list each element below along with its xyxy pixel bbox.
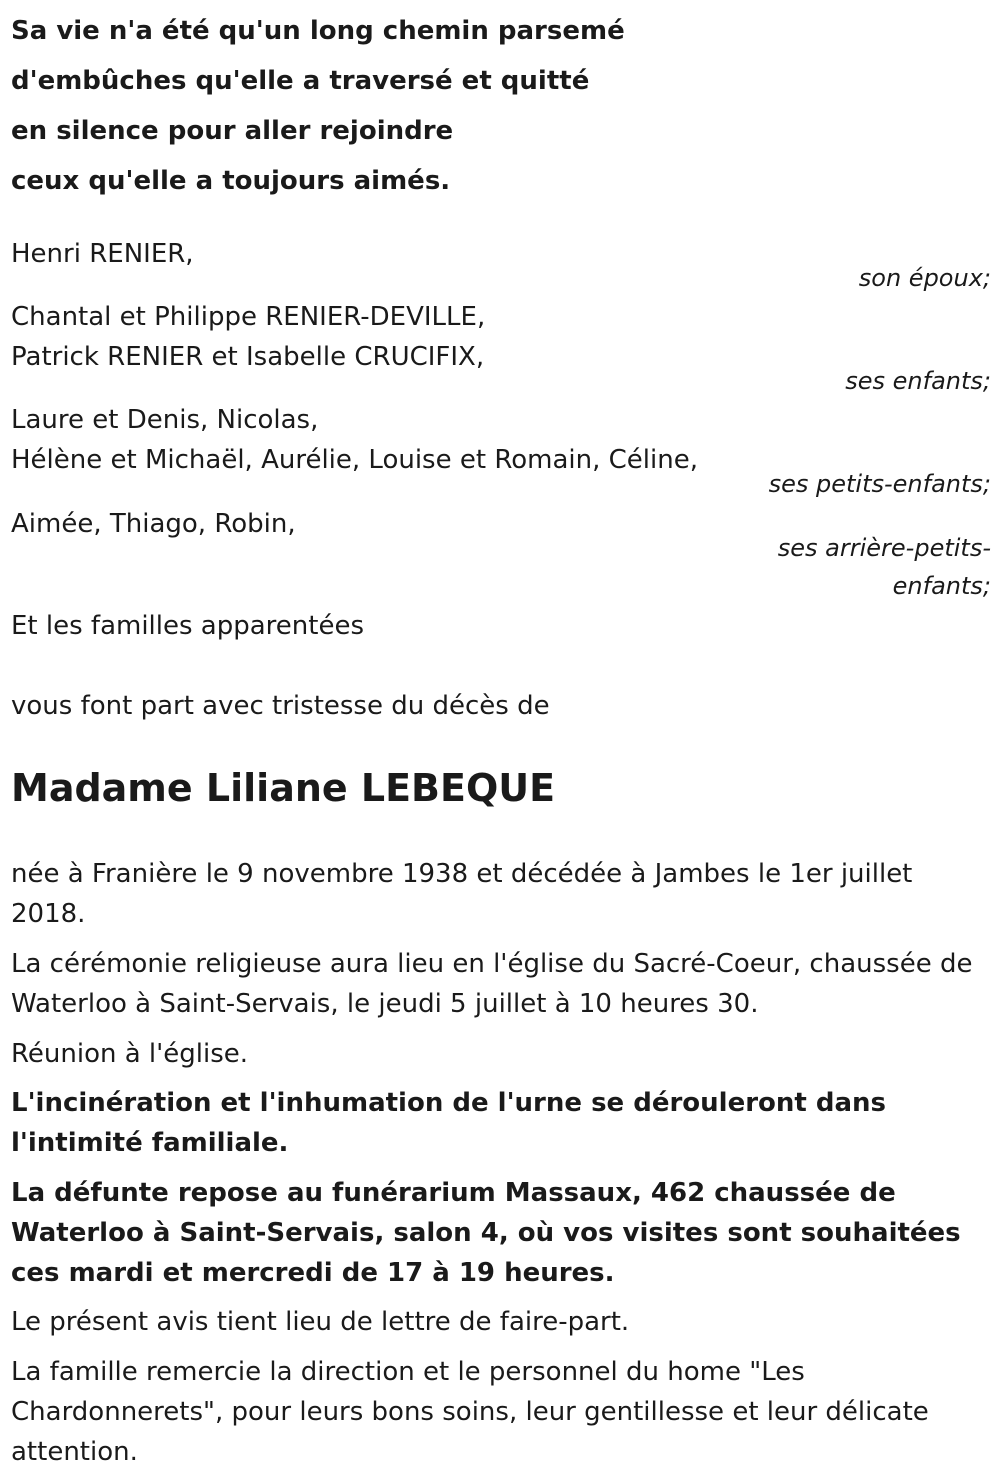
spouse-name: Henri RENIER, [11,239,194,269]
notice-paragraph: Le présent avis tient lieu de lettre de faire-part. [11,1307,630,1337]
grandchildren-line-1: Laure et Denis, Nicolas, [11,405,319,435]
great-grandchildren: Aimée, Thiago, Robin, [11,509,296,539]
birth-death-paragraph: née à Franière le 9 novembre 1938 et décédée à Jambes le 1er juillet 2018. [11,859,913,929]
opening-poem [11,6,625,206]
poem-line: d'embûches qu'elle a traversé et quitté [11,66,590,96]
spouse-relation: son époux; [858,264,991,292]
meeting-paragraph: Réunion à l'église. [11,1039,249,1069]
deceased-name: Madame Liliane LEBEQUE [11,766,556,810]
great-grandchildren-relation-line-2: enfants; [892,572,991,600]
children-relation: ses enfants; [845,367,991,395]
ceremony-paragraph: La cérémonie religieuse aura lieu en l'église du Sacré-Coeur, chaussée de Waterloo à Saint-Servais, le jeudi 5 juillet à 10 heures 30. [11,949,973,1019]
children-line-1: Chantal et Philippe RENIER-DEVILLE, [11,302,486,332]
children-line-2: Patrick RENIER et Isabelle CRUCIFIX, [11,342,485,372]
cremation-paragraph: L'incinération et l'inhumation de l'urne se dérouleront dans l'intimité familiale. [11,1088,887,1158]
poem-line: ceux qu'elle a toujours aimés. [11,166,451,196]
relatives: Et les familles apparentées [11,611,365,641]
great-grandchildren-relation-line-1: ses arrière-petits- [777,534,991,562]
thanks-paragraph: La famille remercie la direction et le personnel du home "Les Chardonnerets", pour leurs bons soins, leur gentillesse et leur délicate attention. [11,1357,929,1467]
announcement: vous font part avec tristesse du décès de [11,691,550,721]
grandchildren-relation: ses petits-enfants; [768,470,991,498]
grandchildren-line-2: Hélène et Michaël, Aurélie, Louise et Romain, Céline, [11,445,698,475]
poem-line: en silence pour aller rejoindre [11,116,454,146]
poem-line: Sa vie n'a été qu'un long chemin parsemé [11,16,625,46]
visitation-paragraph: La défunte repose au funérarium Massaux, 462 chaussée de Waterloo à Saint-Servais, salon 4, où vos visites sont souhaitées ces mardi et mercredi de 17 à 19 heures. [11,1178,961,1288]
